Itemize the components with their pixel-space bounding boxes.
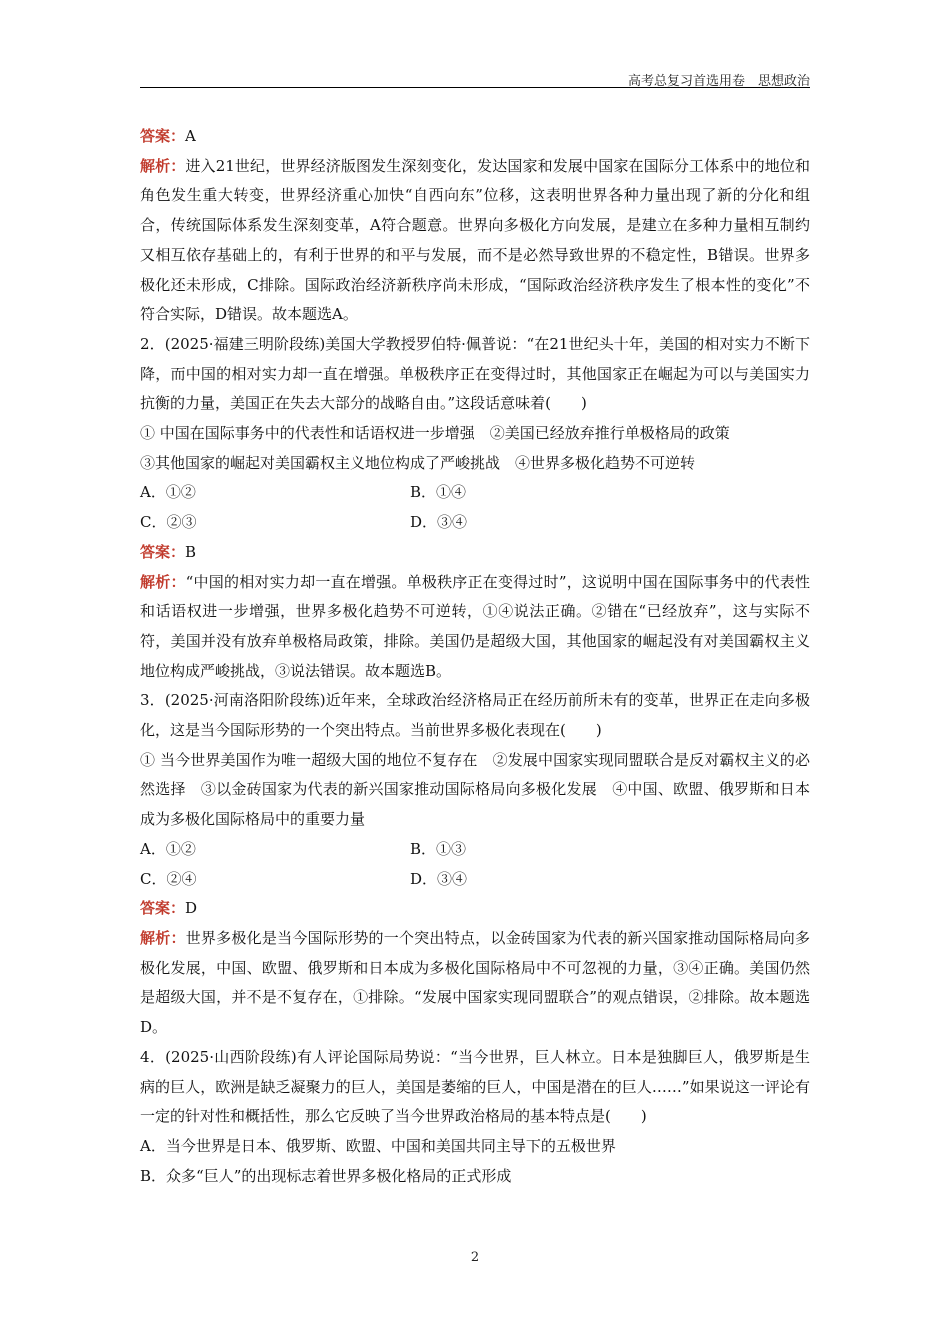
q2-statements-line2: ③其他国家的崛起对美国霸权主义地位构成了严峻挑战 ④世界多极化趋势不可逆转 [140, 453, 696, 472]
q2-answer [140, 538, 810, 568]
answer-label: 答案： [140, 542, 186, 561]
q2-options-row1 [140, 478, 810, 508]
answer-value: B [185, 542, 197, 561]
option-d: D．③④ [410, 869, 468, 888]
q2-stem: 2．(2025·福建三明阶段练)美国大学教授罗伯特·佩普说：“在21世纪头十年，美国的相对实力不断下降，而中国的相对实力却一直在增强。单极秩序正在变得过时，其他国家正在崛起为可以与美国实力抗衡的力量，美国正在失去大部分的战略自由。”这段话意味着( ) [140, 334, 810, 413]
running-header: 高考总复习首选用卷 思想政治 [627, 74, 810, 89]
q3-analysis [140, 924, 810, 1043]
answer-value: D [185, 899, 198, 918]
option-d: D．③④ [410, 513, 468, 532]
answer-label: 答案： [140, 899, 186, 918]
q4-stem: 4．(2025·山西阶段练)有人评论国际局势说：“当今世界，巨人林立。日本是独脚巨人，俄罗斯是生病的巨人，欧洲是缺乏凝聚力的巨人，美国是萎缩的巨人，中国是潜在的巨人……”如果说这一评论有一定的针对性和概括性，那么它反映了当今世界政治格局的基本特点是( ) [140, 1047, 810, 1126]
q3-options-row1 [140, 835, 810, 865]
page-content [140, 122, 810, 1191]
q3-stem: 3．(2025·河南洛阳阶段练)近年来，全球政治经济格局正在经历前所未有的变革，世界正在走向多极化，这是当今国际形势的一个突出特点。当前世界多极化表现在( ) [140, 691, 810, 740]
analysis-label: 解析： [140, 156, 186, 175]
q3-options-row2 [140, 865, 810, 895]
q2-statements-line1: ① 中国在国际事务中的代表性和话语权进一步增强 ②美国已经放弃推行单极格局的政策 [140, 424, 730, 443]
q3-statements: ① 当今世界美国作为唯一超级大国的地位不复存在 ②发展中国家实现同盟联合是反对霸权主义的必然选择 ③以金砖国家为代表的新兴国家推动国际格局向多极化发展 ④中国、欧盟、俄罗斯和日本成为多极化国际格局中的重要力量 [140, 750, 810, 829]
answer-value: A [185, 127, 196, 145]
q1-analysis [140, 152, 810, 330]
option-c: C．②③ [140, 513, 197, 532]
q2-options-row2 [140, 508, 810, 538]
option-b: B．①③ [410, 839, 467, 858]
option-b: B．①④ [410, 483, 467, 502]
analysis-label: 解析： [140, 928, 186, 947]
option-a: A．①② [140, 839, 196, 858]
analysis-label: 解析： [140, 572, 186, 591]
analysis-text: 进入21世纪，世界经济版图发生深刻变化，发达国家和发展中国家在国际分工体系中的地位和角色发生重大转变，世界经济重心加快“自西向东”位移，这表明世界各种力量出现了新的分化和组合，传统国际体系发生深刻变革，A符合题意。世界向多极化方向发展，是建立在多种力量相互制约又相互依存基础上的，有利于世界的和平与发展，而不是必然导致世界的不稳定性，B错误。世界多极化还未形成，C排除。国际政治经济新秩序尚未形成，“国际政治经济秩序发生了根本性的变化”不符合实际，D错误。故本题选A。 [140, 156, 810, 324]
option-c: C．②④ [140, 869, 197, 888]
q2-analysis [140, 568, 810, 687]
q1-answer [140, 122, 810, 152]
page-number: 2 [470, 1250, 480, 1265]
header-rule [140, 87, 810, 88]
analysis-text: 世界多极化是当今国际形势的一个突出特点，以金砖国家为代表的新兴国家推动国际格局向多极化发展，中国、欧盟、俄罗斯和日本成为多极化国际格局中不可忽视的力量，③④正确。美国仍然是超级大国，并不是不复存在，①排除。“发展中国家实现同盟联合”的观点错误，②排除。故本题选D。 [140, 928, 810, 1037]
q4-option-b: B．众多“巨人”的出现标志着世界多极化格局的正式形成 [140, 1166, 512, 1185]
analysis-text: “中国的相对实力却一直在增强。单极秩序正在变得过时”，这说明中国在国际事务中的代表性和话语权进一步增强，世界多极化趋势不可逆转，①④说法正确。②错在“已经放弃”，这与实际不符，美国并没有放弃单极格局政策，排除。美国仍是超级大国，其他国家的崛起没有对美国霸权主义地位构成严峻挑战，③说法错误。故本题选B。 [140, 572, 810, 680]
q3-answer [140, 894, 810, 924]
answer-label: 答案： [140, 127, 186, 145]
option-a: A．①② [140, 483, 196, 502]
q4-option-a: A．当今世界是日本、俄罗斯、欧盟、中国和美国共同主导下的五极世界 [140, 1136, 616, 1155]
